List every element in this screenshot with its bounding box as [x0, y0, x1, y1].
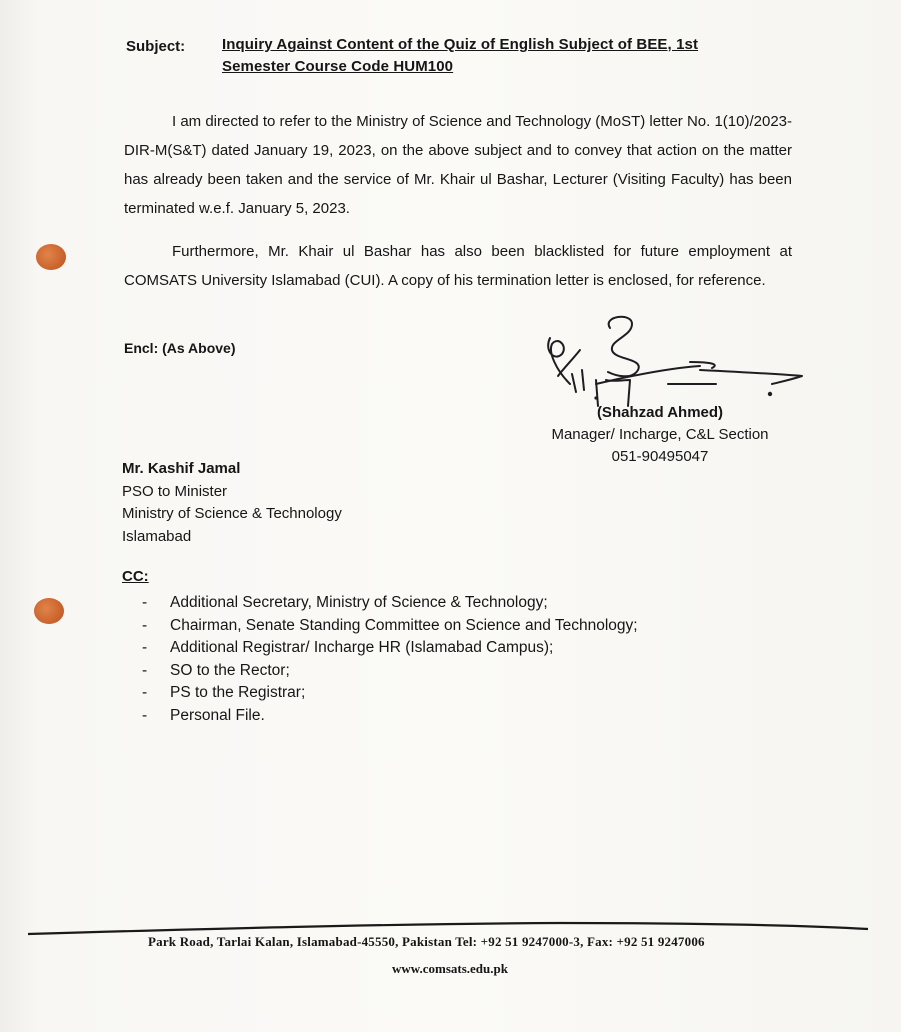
subject-text: [222, 34, 792, 78]
signer-title: Manager/ Incharge, C&L Section: [551, 426, 769, 443]
recipient-position: PSO to Minister: [122, 482, 228, 500]
enclosure-note: Encl: (As Above): [124, 340, 236, 356]
footer-website: www.comsats.edu.pk: [392, 961, 508, 976]
body-paragraph-2: Furthermore, Mr. Khair ul Bashar has also been blacklisted for future employment at COMSATS University Islamabad (CUI). A copy of his termination letter is enclosed, for reference.: [124, 243, 792, 289]
footer-address: Park Road, Tarlai Kalan, Islamabad-45550, Pakistan Tel: +92 51 9247000-3, Fax: +92 51 9247006: [148, 934, 705, 949]
cc-item: - Additional Secretary, Ministry of Science & Technology;: [142, 594, 548, 611]
signer-name: (Shahzad Ahmed): [596, 404, 724, 421]
recipient-name: Mr. Kashif Jamal: [122, 460, 241, 477]
cc-item: - Additional Registrar/ Incharge HR (Islamabad Campus);: [142, 639, 554, 656]
recipient-address: [122, 458, 342, 548]
punch-hole-mark: [34, 598, 64, 624]
subject-label: Subject:: [126, 38, 186, 55]
cc-list: [142, 592, 638, 727]
subject-line-1: Inquiry Against Content of the Quiz of English Subject of BEE, 1st: [222, 36, 699, 53]
signer-phone: 051-90495047: [611, 448, 709, 465]
punch-hole-mark: [36, 244, 66, 270]
cc-item: - Personal File.: [142, 706, 265, 724]
body-paragraph-1: I am directed to refer to the Ministry of Science and Technology (MoST) letter No. 1(10)/2023-DIR-M(S&T) dated January 19, 2023, on the above subject and to convey that action on the matter has already been taken and the service of Mr. Khair ul Bashar, Lecturer (Visiting Faculty) has been terminated w.e.f. January 5, 2023.: [124, 113, 793, 217]
cc-item: - PS to the Registrar;: [142, 684, 306, 701]
subject-line-2: Semester Course Code HUM100: [222, 58, 454, 75]
cc-item: - SO to the Rector;: [142, 661, 290, 679]
cc-item: - Chairman, Senate Standing Committee on Science and Technology;: [142, 616, 638, 634]
recipient-city: Islamabad: [122, 527, 192, 545]
signer-block: [520, 402, 800, 468]
recipient-organization: Ministry of Science & Technology: [122, 505, 342, 522]
cc-label: CC:: [122, 568, 149, 585]
